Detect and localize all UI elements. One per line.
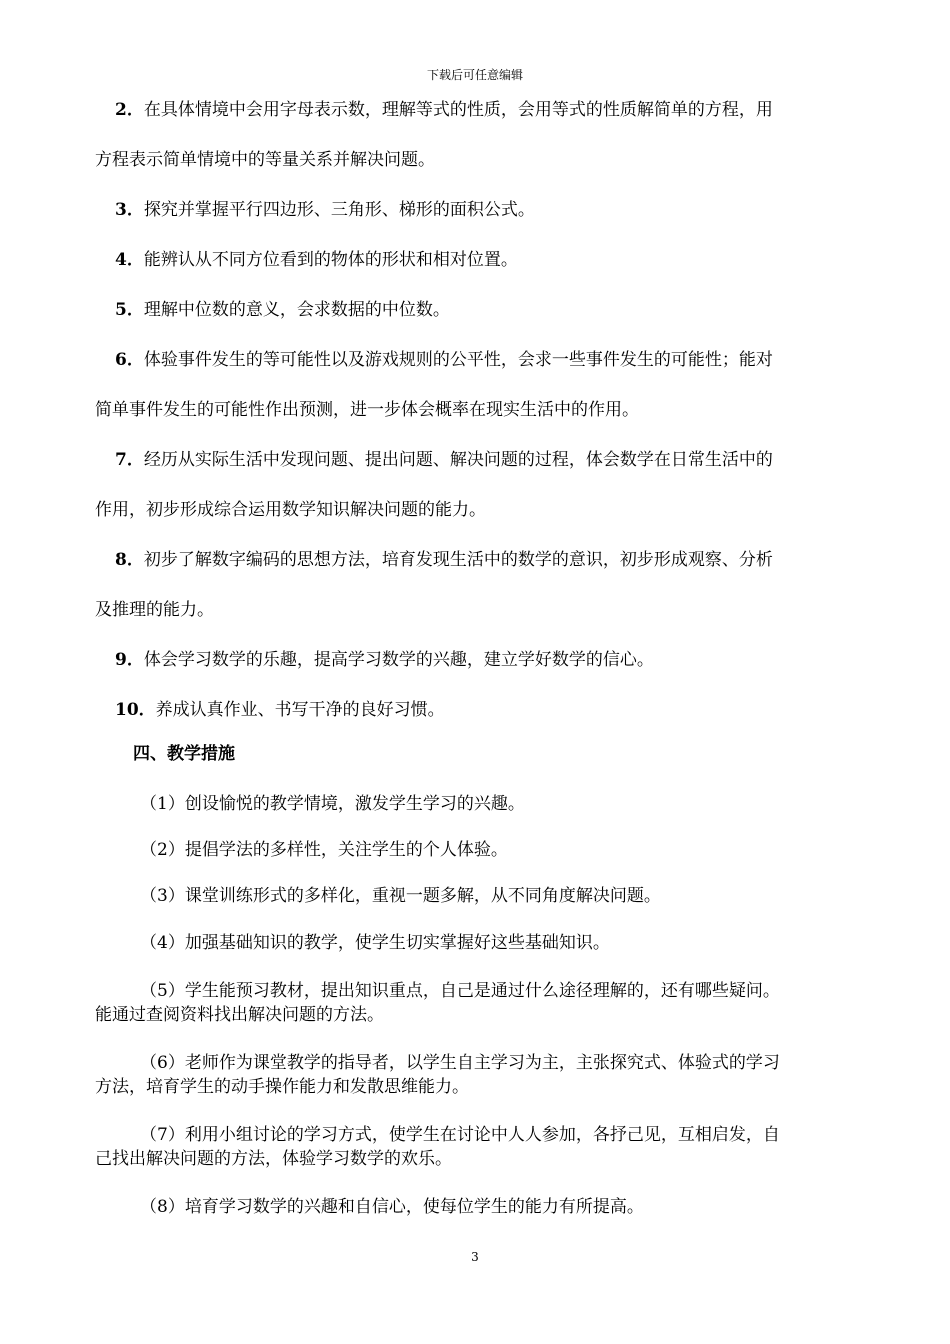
- list-item: 4．能辨认从不同方位看到的物体的形状和相对位置。: [115, 250, 518, 270]
- measure-item: （2）提倡学法的多样性，关注学生的个人体验。: [140, 840, 508, 860]
- measure-item: （1）创设愉悦的教学情境，激发学生学习的兴趣。: [140, 794, 525, 814]
- page-number: 3: [471, 1250, 479, 1264]
- list-item: 6．体验事件发生的等可能性以及游戏规则的公平性，会求一些事件发生的可能性；能对: [115, 350, 773, 370]
- measure-item: （7）利用小组讨论的学习方式，使学生在讨论中人人参加，各抒己见，互相启发，自: [140, 1125, 780, 1145]
- list-item: 7．经历从实际生活中发现问题、提出问题、解决问题的过程，体会数学在日常生活中的: [115, 450, 773, 470]
- list-item-continuation: 方程表示简单情境中的等量关系并解决问题。: [95, 150, 435, 170]
- measure-item-continuation: 方法，培育学生的动手操作能力和发散思维能力。: [95, 1077, 469, 1097]
- measure-item-continuation: 己找出解决问题的方法，体验学习数学的欢乐。: [95, 1149, 452, 1169]
- list-item: 10．养成认真作业、书写干净的良好习惯。: [115, 700, 445, 720]
- list-item-continuation: 简单事件发生的可能性作出预测，进一步体会概率在现实生活中的作用。: [95, 400, 639, 420]
- section-heading: 四、教学措施: [133, 744, 235, 764]
- page-header: 下载后可任意编辑: [426, 68, 523, 82]
- measure-item: （3）课堂训练形式的多样化，重视一题多解，从不同角度解决问题。: [140, 886, 661, 906]
- measure-item: （4）加强基础知识的教学，使学生切实掌握好这些基础知识。: [140, 933, 610, 953]
- measure-item: （6）老师作为课堂教学的指导者，以学生自主学习为主，主张探究式、体验式的学习: [140, 1053, 780, 1073]
- list-item: 3．探究并掌握平行四边形、三角形、梯形的面积公式。: [115, 200, 535, 220]
- list-item-continuation: 及推理的能力。: [95, 600, 214, 620]
- measure-item: （5）学生能预习教材，提出知识重点，自己是通过什么途径理解的，还有哪些疑问。: [140, 981, 780, 1001]
- list-item-continuation: 作用，初步形成综合运用数学知识解决问题的能力。: [95, 500, 486, 520]
- list-item: 5．理解中位数的意义，会求数据的中位数。: [115, 300, 450, 320]
- list-item: 9．体会学习数学的乐趣，提高学习数学的兴趣，建立学好数学的信心。: [115, 650, 654, 670]
- measure-item-continuation: 能通过查阅资料找出解决问题的方法。: [95, 1005, 384, 1025]
- list-item: 8．初步了解数字编码的思想方法，培育发现生活中的数学的意识，初步形成观察、分析: [115, 550, 773, 570]
- measure-item: （8）培育学习数学的兴趣和自信心，使每位学生的能力有所提高。: [140, 1197, 644, 1217]
- list-item: 2．在具体情境中会用字母表示数，理解等式的性质，会用等式的性质解简单的方程，用: [115, 100, 773, 120]
